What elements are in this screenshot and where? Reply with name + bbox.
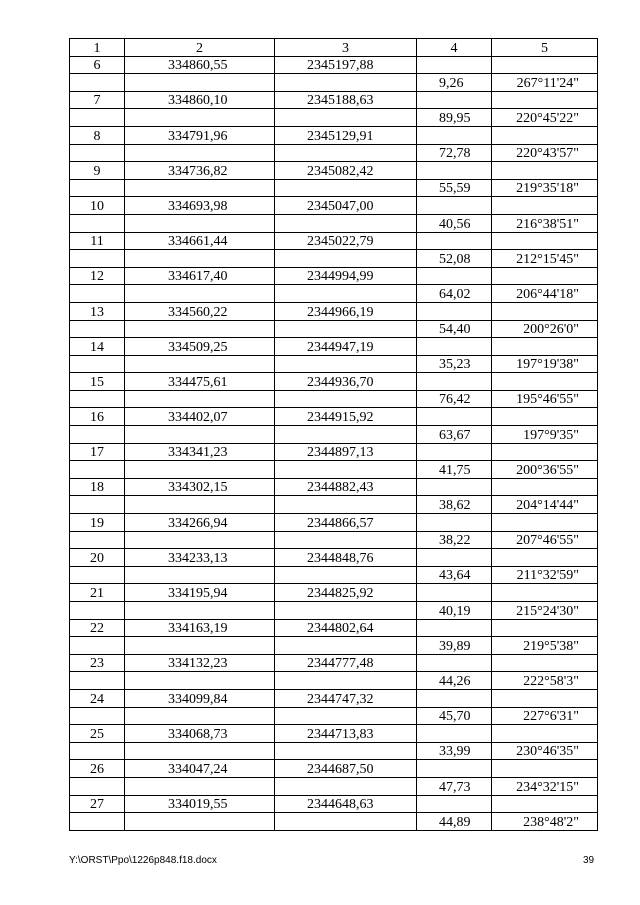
empty-cell: [417, 760, 492, 778]
x-coordinate-cell: 334560,22: [125, 302, 275, 320]
empty-cell: [275, 461, 417, 479]
y-coordinate-cell: 2344687,50: [275, 760, 417, 778]
empty-cell: [125, 320, 275, 338]
empty-cell: [417, 725, 492, 743]
distance-cell: 35,23: [417, 355, 492, 373]
empty-cell: [417, 338, 492, 356]
empty-cell: [492, 408, 598, 426]
empty-cell: [275, 531, 417, 549]
distance-cell: 33,99: [417, 742, 492, 760]
direction-angle-cell: 222°58'3": [492, 672, 598, 690]
empty-cell: [417, 267, 492, 285]
point-number-cell: 16: [70, 408, 125, 426]
y-coordinate-cell: 2345197,88: [275, 56, 417, 74]
distance-cell: 63,67: [417, 426, 492, 444]
x-coordinate-cell: 334233,13: [125, 549, 275, 567]
empty-cell: [417, 514, 492, 532]
y-coordinate-cell: 2344947,19: [275, 338, 417, 356]
x-coordinate-cell: 334475,61: [125, 373, 275, 391]
direction-angle-cell: 216°38'51": [492, 214, 598, 232]
y-coordinate-cell: 2344747,32: [275, 689, 417, 707]
empty-cell: [417, 549, 492, 567]
direction-angle-cell: 230°46'35": [492, 742, 598, 760]
point-row: [70, 197, 598, 215]
direction-angle-cell: 197°19'38": [492, 355, 598, 373]
header-row: [70, 39, 598, 57]
empty-cell: [70, 813, 125, 831]
x-coordinate-cell: 334163,19: [125, 619, 275, 637]
segment-row: [70, 531, 598, 549]
point-number-cell: 24: [70, 689, 125, 707]
point-row: [70, 232, 598, 250]
distance-cell: 72,78: [417, 144, 492, 162]
empty-cell: [125, 566, 275, 584]
direction-angle-cell: 267°11'24": [492, 74, 598, 92]
empty-cell: [125, 496, 275, 514]
empty-cell: [417, 56, 492, 74]
empty-cell: [70, 637, 125, 655]
empty-cell: [70, 531, 125, 549]
empty-cell: [125, 179, 275, 197]
y-coordinate-cell: 2345129,91: [275, 126, 417, 144]
point-row: [70, 126, 598, 144]
x-coordinate-cell: 334693,98: [125, 197, 275, 215]
x-coordinate-cell: 334402,07: [125, 408, 275, 426]
y-coordinate-cell: 2344825,92: [275, 584, 417, 602]
coordinates-table-body: [70, 39, 598, 831]
footer-file-path: Y:\ORST\Ppo\1226p848.f18.docx: [69, 855, 217, 866]
empty-cell: [275, 742, 417, 760]
empty-cell: [492, 795, 598, 813]
segment-row: [70, 461, 598, 479]
point-row: [70, 689, 598, 707]
empty-cell: [70, 707, 125, 725]
empty-cell: [70, 672, 125, 690]
empty-cell: [70, 390, 125, 408]
distance-cell: 89,95: [417, 109, 492, 127]
empty-cell: [417, 162, 492, 180]
empty-cell: [275, 179, 417, 197]
segment-row: [70, 74, 598, 92]
y-coordinate-cell: 2344915,92: [275, 408, 417, 426]
direction-angle-cell: 212°15'45": [492, 250, 598, 268]
point-number-cell: 23: [70, 654, 125, 672]
empty-cell: [417, 197, 492, 215]
empty-cell: [417, 689, 492, 707]
point-number-cell: 18: [70, 478, 125, 496]
empty-cell: [125, 602, 275, 620]
empty-cell: [70, 144, 125, 162]
point-number-cell: 25: [70, 725, 125, 743]
empty-cell: [417, 795, 492, 813]
direction-angle-cell: 219°35'18": [492, 179, 598, 197]
direction-angle-cell: 234°32'15": [492, 777, 598, 795]
y-coordinate-cell: 2344966,19: [275, 302, 417, 320]
empty-cell: [492, 725, 598, 743]
segment-row: [70, 109, 598, 127]
header-cell-1: 1: [70, 39, 125, 57]
empty-cell: [492, 443, 598, 461]
segment-row: [70, 320, 598, 338]
empty-cell: [275, 637, 417, 655]
point-number-cell: 17: [70, 443, 125, 461]
y-coordinate-cell: 2344994,99: [275, 267, 417, 285]
empty-cell: [417, 584, 492, 602]
x-coordinate-cell: 334068,73: [125, 725, 275, 743]
x-coordinate-cell: 334617,40: [125, 267, 275, 285]
empty-cell: [125, 109, 275, 127]
point-row: [70, 654, 598, 672]
empty-cell: [275, 426, 417, 444]
direction-angle-cell: 200°36'55": [492, 461, 598, 479]
empty-cell: [275, 390, 417, 408]
header-cell-5: 5: [492, 39, 598, 57]
segment-row: [70, 214, 598, 232]
y-coordinate-cell: 2345082,42: [275, 162, 417, 180]
empty-cell: [492, 373, 598, 391]
point-number-cell: 21: [70, 584, 125, 602]
empty-cell: [492, 91, 598, 109]
empty-cell: [70, 285, 125, 303]
empty-cell: [492, 338, 598, 356]
y-coordinate-cell: 2344866,57: [275, 514, 417, 532]
empty-cell: [417, 619, 492, 637]
empty-cell: [125, 707, 275, 725]
empty-cell: [275, 777, 417, 795]
segment-row: [70, 672, 598, 690]
segment-row: [70, 742, 598, 760]
point-row: [70, 302, 598, 320]
distance-cell: 52,08: [417, 250, 492, 268]
distance-cell: 38,22: [417, 531, 492, 549]
empty-cell: [492, 302, 598, 320]
x-coordinate-cell: 334736,82: [125, 162, 275, 180]
empty-cell: [125, 285, 275, 303]
point-row: [70, 373, 598, 391]
page-number: 39: [583, 855, 595, 866]
x-coordinate-cell: 334132,23: [125, 654, 275, 672]
header-cell-2: 2: [125, 39, 275, 57]
distance-cell: 40,19: [417, 602, 492, 620]
x-coordinate-cell: 334099,84: [125, 689, 275, 707]
direction-angle-cell: 204°14'44": [492, 496, 598, 514]
empty-cell: [70, 426, 125, 444]
point-row: [70, 584, 598, 602]
distance-cell: 44,26: [417, 672, 492, 690]
direction-angle-cell: 197°9'35": [492, 426, 598, 444]
empty-cell: [275, 109, 417, 127]
point-row: [70, 56, 598, 74]
distance-cell: 9,26: [417, 74, 492, 92]
point-number-cell: 10: [70, 197, 125, 215]
x-coordinate-cell: 334860,10: [125, 91, 275, 109]
empty-cell: [125, 742, 275, 760]
empty-cell: [125, 672, 275, 690]
segment-row: [70, 179, 598, 197]
distance-cell: 54,40: [417, 320, 492, 338]
y-coordinate-cell: 2344713,83: [275, 725, 417, 743]
direction-angle-cell: 211°32'59": [492, 566, 598, 584]
empty-cell: [492, 197, 598, 215]
point-row: [70, 91, 598, 109]
empty-cell: [275, 214, 417, 232]
empty-cell: [417, 302, 492, 320]
point-row: [70, 619, 598, 637]
point-number-cell: 19: [70, 514, 125, 532]
point-number-cell: 22: [70, 619, 125, 637]
y-coordinate-cell: 2344936,70: [275, 373, 417, 391]
direction-angle-cell: 220°43'57": [492, 144, 598, 162]
direction-angle-cell: 215°24'30": [492, 602, 598, 620]
empty-cell: [70, 777, 125, 795]
point-row: [70, 549, 598, 567]
distance-cell: 38,62: [417, 496, 492, 514]
empty-cell: [125, 426, 275, 444]
y-coordinate-cell: 2344897,13: [275, 443, 417, 461]
y-coordinate-cell: 2345047,00: [275, 197, 417, 215]
empty-cell: [70, 566, 125, 584]
empty-cell: [125, 390, 275, 408]
segment-row: [70, 285, 598, 303]
x-coordinate-cell: 334509,25: [125, 338, 275, 356]
y-coordinate-cell: 2344802,64: [275, 619, 417, 637]
point-row: [70, 478, 598, 496]
empty-cell: [492, 514, 598, 532]
segment-row: [70, 390, 598, 408]
empty-cell: [70, 742, 125, 760]
empty-cell: [125, 144, 275, 162]
segment-row: [70, 426, 598, 444]
empty-cell: [417, 478, 492, 496]
empty-cell: [125, 531, 275, 549]
distance-cell: 64,02: [417, 285, 492, 303]
empty-cell: [492, 267, 598, 285]
point-row: [70, 514, 598, 532]
segment-row: [70, 602, 598, 620]
distance-cell: 39,89: [417, 637, 492, 655]
empty-cell: [125, 637, 275, 655]
segment-row: [70, 250, 598, 268]
empty-cell: [125, 250, 275, 268]
point-number-cell: 13: [70, 302, 125, 320]
distance-cell: 40,56: [417, 214, 492, 232]
distance-cell: 55,59: [417, 179, 492, 197]
point-number-cell: 11: [70, 232, 125, 250]
x-coordinate-cell: 334047,24: [125, 760, 275, 778]
empty-cell: [492, 654, 598, 672]
empty-cell: [275, 74, 417, 92]
empty-cell: [125, 74, 275, 92]
empty-cell: [492, 478, 598, 496]
x-coordinate-cell: 334019,55: [125, 795, 275, 813]
empty-cell: [275, 285, 417, 303]
point-row: [70, 725, 598, 743]
empty-cell: [275, 250, 417, 268]
empty-cell: [125, 813, 275, 831]
x-coordinate-cell: 334195,94: [125, 584, 275, 602]
empty-cell: [125, 355, 275, 373]
empty-cell: [417, 126, 492, 144]
point-number-cell: 27: [70, 795, 125, 813]
empty-cell: [275, 707, 417, 725]
empty-cell: [275, 320, 417, 338]
point-row: [70, 443, 598, 461]
empty-cell: [492, 56, 598, 74]
x-coordinate-cell: 334302,15: [125, 478, 275, 496]
empty-cell: [275, 496, 417, 514]
empty-cell: [70, 461, 125, 479]
empty-cell: [125, 777, 275, 795]
empty-cell: [70, 496, 125, 514]
point-number-cell: 12: [70, 267, 125, 285]
header-cell-3: 3: [275, 39, 417, 57]
distance-cell: 44,89: [417, 813, 492, 831]
empty-cell: [417, 443, 492, 461]
point-number-cell: 15: [70, 373, 125, 391]
empty-cell: [275, 144, 417, 162]
segment-row: [70, 707, 598, 725]
distance-cell: 43,64: [417, 566, 492, 584]
empty-cell: [492, 549, 598, 567]
point-number-cell: 20: [70, 549, 125, 567]
x-coordinate-cell: 334266,94: [125, 514, 275, 532]
direction-angle-cell: 200°26'0": [492, 320, 598, 338]
y-coordinate-cell: 2344648,63: [275, 795, 417, 813]
distance-cell: 45,70: [417, 707, 492, 725]
empty-cell: [125, 461, 275, 479]
empty-cell: [125, 214, 275, 232]
segment-row: [70, 496, 598, 514]
empty-cell: [417, 91, 492, 109]
point-number-cell: 6: [70, 56, 125, 74]
x-coordinate-cell: 334341,23: [125, 443, 275, 461]
y-coordinate-cell: 2345188,63: [275, 91, 417, 109]
point-row: [70, 338, 598, 356]
distance-cell: 76,42: [417, 390, 492, 408]
empty-cell: [417, 408, 492, 426]
y-coordinate-cell: 2344882,43: [275, 478, 417, 496]
point-row: [70, 760, 598, 778]
x-coordinate-cell: 334860,55: [125, 56, 275, 74]
empty-cell: [70, 250, 125, 268]
empty-cell: [275, 813, 417, 831]
direction-angle-cell: 207°46'55": [492, 531, 598, 549]
segment-row: [70, 566, 598, 584]
point-row: [70, 267, 598, 285]
segment-row: [70, 777, 598, 795]
empty-cell: [275, 672, 417, 690]
empty-cell: [417, 232, 492, 250]
point-row: [70, 795, 598, 813]
direction-angle-cell: 227°6'31": [492, 707, 598, 725]
segment-row: [70, 355, 598, 373]
direction-angle-cell: 220°45'22": [492, 109, 598, 127]
coordinates-table: [69, 38, 598, 831]
empty-cell: [417, 373, 492, 391]
point-number-cell: 8: [70, 126, 125, 144]
point-number-cell: 26: [70, 760, 125, 778]
distance-cell: 41,75: [417, 461, 492, 479]
empty-cell: [70, 602, 125, 620]
point-number-cell: 14: [70, 338, 125, 356]
direction-angle-cell: 206°44'18": [492, 285, 598, 303]
distance-cell: 47,73: [417, 777, 492, 795]
segment-row: [70, 144, 598, 162]
direction-angle-cell: 219°5'38": [492, 637, 598, 655]
empty-cell: [70, 179, 125, 197]
segment-row: [70, 637, 598, 655]
y-coordinate-cell: 2344777,48: [275, 654, 417, 672]
point-number-cell: 9: [70, 162, 125, 180]
empty-cell: [492, 584, 598, 602]
y-coordinate-cell: 2344848,76: [275, 549, 417, 567]
empty-cell: [70, 74, 125, 92]
empty-cell: [492, 232, 598, 250]
empty-cell: [70, 109, 125, 127]
point-row: [70, 408, 598, 426]
empty-cell: [70, 355, 125, 373]
empty-cell: [70, 214, 125, 232]
header-cell-4: 4: [417, 39, 492, 57]
direction-angle-cell: 195°46'55": [492, 390, 598, 408]
segment-row: [70, 813, 598, 831]
empty-cell: [275, 566, 417, 584]
direction-angle-cell: 238°48'2": [492, 813, 598, 831]
x-coordinate-cell: 334791,96: [125, 126, 275, 144]
empty-cell: [492, 619, 598, 637]
y-coordinate-cell: 2345022,79: [275, 232, 417, 250]
empty-cell: [70, 320, 125, 338]
point-row: [70, 162, 598, 180]
empty-cell: [492, 162, 598, 180]
empty-cell: [275, 602, 417, 620]
point-number-cell: 7: [70, 91, 125, 109]
empty-cell: [275, 355, 417, 373]
empty-cell: [492, 760, 598, 778]
empty-cell: [417, 654, 492, 672]
empty-cell: [492, 689, 598, 707]
empty-cell: [492, 126, 598, 144]
x-coordinate-cell: 334661,44: [125, 232, 275, 250]
